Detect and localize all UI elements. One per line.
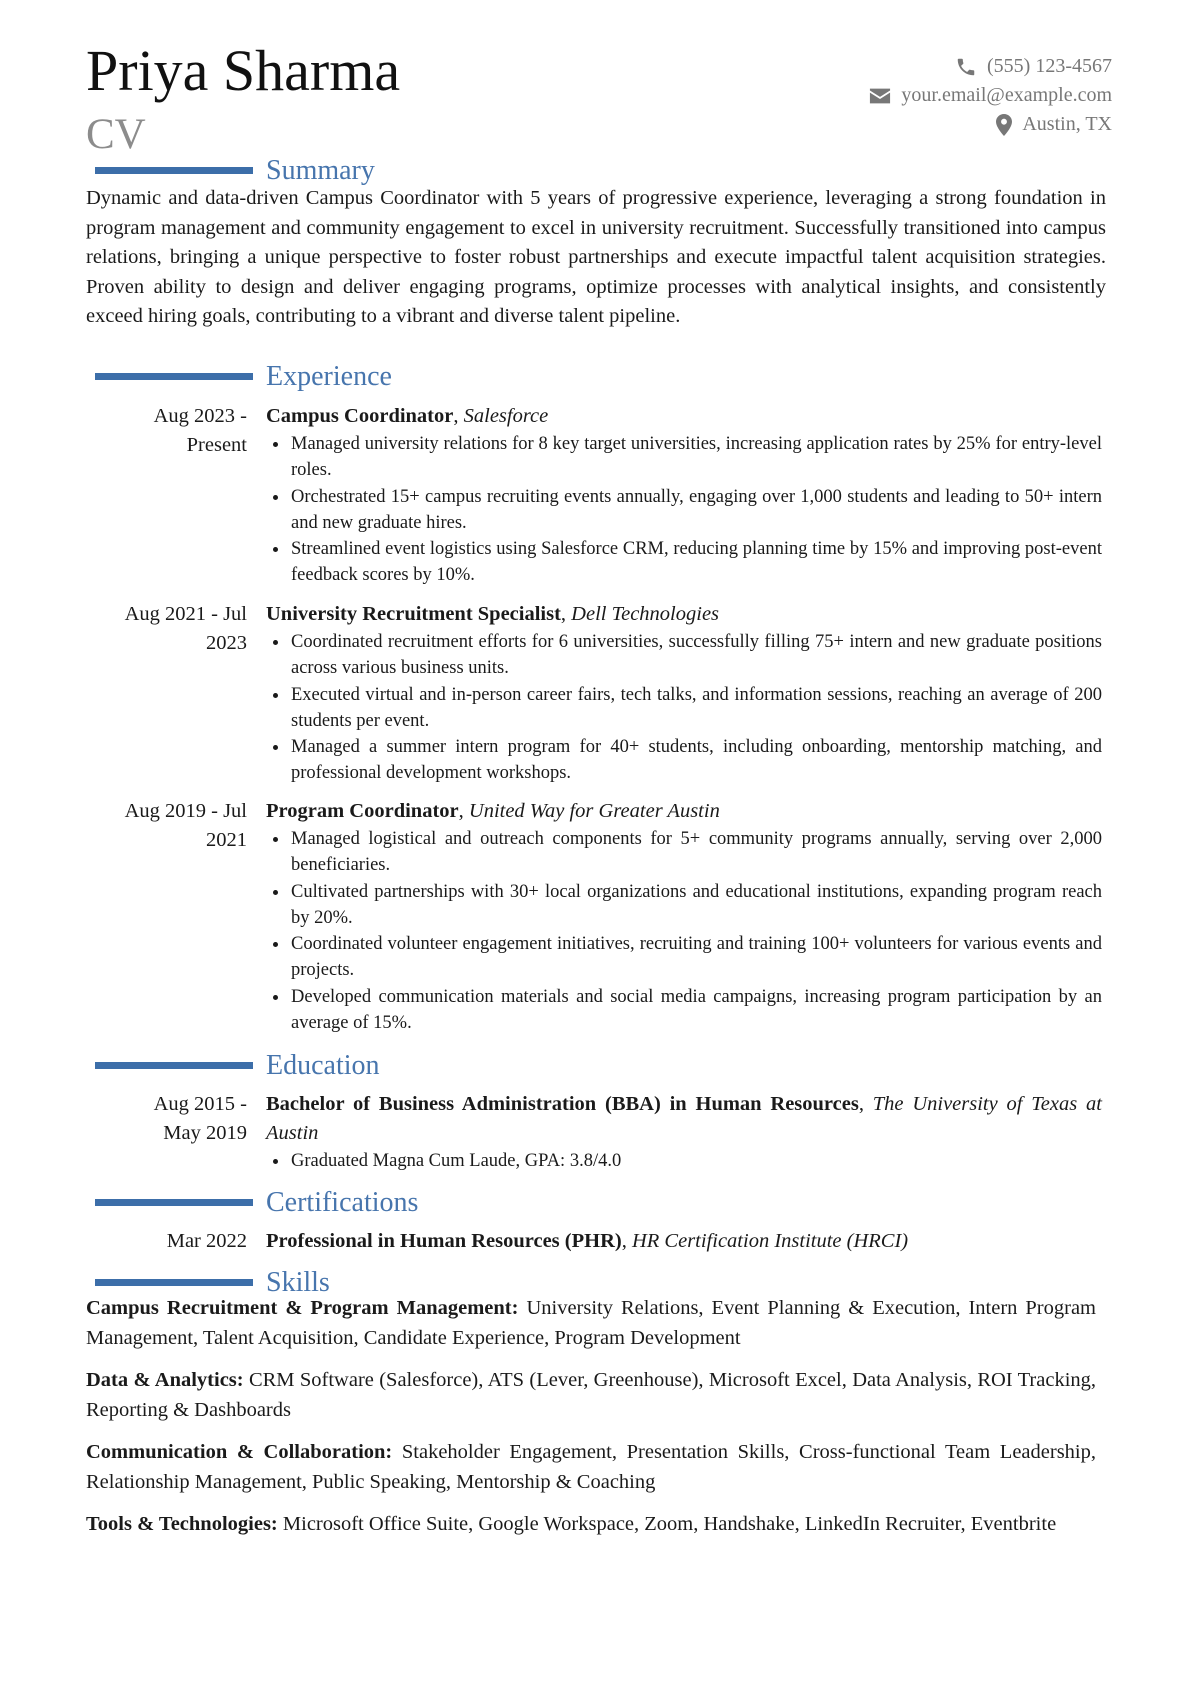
skill-group [86,1510,1096,1540]
skill-label: Tools & Technologies: [86,1513,278,1535]
date-start: Aug 2023 - [153,405,247,427]
location-text: Austin, TX [1022,113,1112,135]
school-name: The University of Texas at Austin [266,1093,1102,1144]
entry-title [266,1090,1102,1148]
certifications-section [0,1186,1190,1220]
date-end: Present [186,434,247,456]
summary-section [0,154,1190,188]
skill-items: University Relations, Event Planning & Execution, Intern Program Management, Talent Acquisition, Candidate Experience, Program Development [86,1297,1096,1349]
skill-group [86,1438,1096,1497]
date-start: Aug 2021 - Jul [124,603,247,625]
contact-block [869,52,1112,139]
skills-heading: Skills [266,1267,330,1298]
section-rule [95,1062,253,1069]
title-separator: , [458,800,469,822]
job-org: Salesforce [463,405,549,427]
entry-date [86,1090,247,1148]
entry-date: Mar 2022 [166,1230,247,1252]
experience-section [0,360,1190,394]
contact-email [869,81,1112,110]
skill-items: Microsoft Office Suite, Google Workspace, Zoom, Handshake, LinkedIn Recruiter, Eventbrite [277,1513,1057,1535]
bullet-item: Managed logistical and outreach components for 5+ community programs annually, serving over 2,000 beneficiaries. [266,826,1102,879]
bullet-item: Managed a summer intern program for 40+ students, including onboarding, mentorship matching, and professional development workshops. [266,734,1102,787]
bullet-item: Managed university relations for 8 key target universities, increasing application rates by 25% for entry-level roles. [266,431,1102,484]
title-separator: , [453,405,464,427]
phone-icon [955,56,977,78]
title-separator: , [621,1230,632,1252]
date-end: 2023 [206,632,247,654]
title-separator: , [560,603,572,625]
email-link[interactable]: your.email@example.com [901,84,1112,106]
section-rule [95,1279,253,1286]
job-role: Campus Coordinator [266,405,454,427]
skill-items: Stakeholder Engagement, Presentation Skills, Cross-functional Team Leadership, Relationship Management, Public Speaking, Mentorship & Coaching [86,1441,1096,1493]
summary-heading: Summary [266,155,375,186]
bullet-list [266,826,1102,1036]
bullet-item: Developed communication materials and social media campaigns, increasing program participation by an average of 15%. [266,984,1102,1037]
date-start: Aug 2019 - Jul [124,800,247,822]
skill-label: Communication & Collaboration: [86,1441,393,1463]
contact-phone [869,52,1112,81]
entry-title [266,797,1102,826]
education-heading: Education [266,1050,380,1081]
entry-title [266,402,1102,431]
bullet-item: Streamlined event logistics using Salesforce CRM, reducing planning time by 15% and improving post-event feedback scores by 10%. [266,536,1102,589]
bullet-item: Orchestrated 15+ campus recruiting events annually, engaging over 1,000 students and leading to 50+ intern and new graduate hires. [266,484,1102,537]
date-end: 2021 [206,829,247,851]
phone-text: (555) 123-4567 [987,55,1112,77]
job-role: Program Coordinator [266,800,459,822]
section-rule [95,373,253,380]
bullet-list [266,431,1102,589]
bullet-item: Coordinated volunteer engagement initiatives, recruiting and training 100+ volunteers for various events and projects. [266,931,1102,984]
bullet-list [266,1148,1102,1174]
entry-title [266,600,1102,629]
skill-group [86,1294,1096,1353]
bullet-item: Executed virtual and in-person career fairs, tech talks, and information sessions, reaching an average of 200 students per event. [266,682,1102,735]
entry-date [86,600,247,658]
section-rule [95,167,253,174]
certification-issuer: HR Certification Institute (HRCI) [631,1230,909,1252]
contact-location [869,110,1112,139]
entry-title [266,1227,1102,1256]
entry-date [86,797,247,855]
map-marker-icon [996,114,1012,136]
date-end: May 2019 [163,1122,247,1144]
skill-items: CRM Software (Salesforce), ATS (Lever, Greenhouse), Microsoft Excel, Data Analysis, ROI Tracking, Reporting & Dashboards [86,1369,1097,1421]
summary-text: Dynamic and data-driven Campus Coordinator with 5 years of progressive experience, leveraging a strong foundation in program management and community engagement to excel in university recruitment. Successfully transitioned into campus relations, bringing a unique perspective to foster robust partnerships and execute impactful talent acquisition strategies. Proven ability to design and deliver engaging programs, optimize processes with analytical insights, and consistently exceed hiring goals, contributing to a vibrant and diverse talent pipeline. [86,187,1106,327]
job-role: University Recruitment Specialist [266,603,561,625]
skill-label: Campus Recruitment & Program Management: [86,1297,519,1319]
bullet-list [266,629,1102,787]
certifications-heading: Certifications [266,1187,419,1218]
bullet-item: Coordinated recruitment efforts for 6 universities, successfully filling 75+ intern and new graduate positions across various business units. [266,629,1102,682]
bullet-item: Graduated Magna Cum Laude, GPA: 3.8/4.0 [266,1148,1102,1174]
degree-name: Bachelor of Business Administration (BBA) in Human Resources [266,1093,859,1115]
skill-group [86,1366,1096,1425]
candidate-name: Priya Sharma [86,38,401,103]
document-type: CV [86,111,146,158]
bullet-item: Cultivated partnerships with 30+ local organizations and educational institutions, expanding program reach by 20%. [266,879,1102,932]
job-org: United Way for Greater Austin [468,800,720,822]
certification-name: Professional in Human Resources (PHR) [266,1230,622,1252]
date-start: Aug 2015 - [153,1093,247,1115]
experience-heading: Experience [266,361,392,392]
title-separator: , [858,1093,873,1115]
job-org: Dell Technologies [571,603,720,625]
section-rule [95,1199,253,1206]
education-section [0,1049,1190,1083]
skill-label: Data & Analytics: [86,1369,244,1391]
envelope-icon [869,87,891,105]
entry-date [86,402,247,460]
